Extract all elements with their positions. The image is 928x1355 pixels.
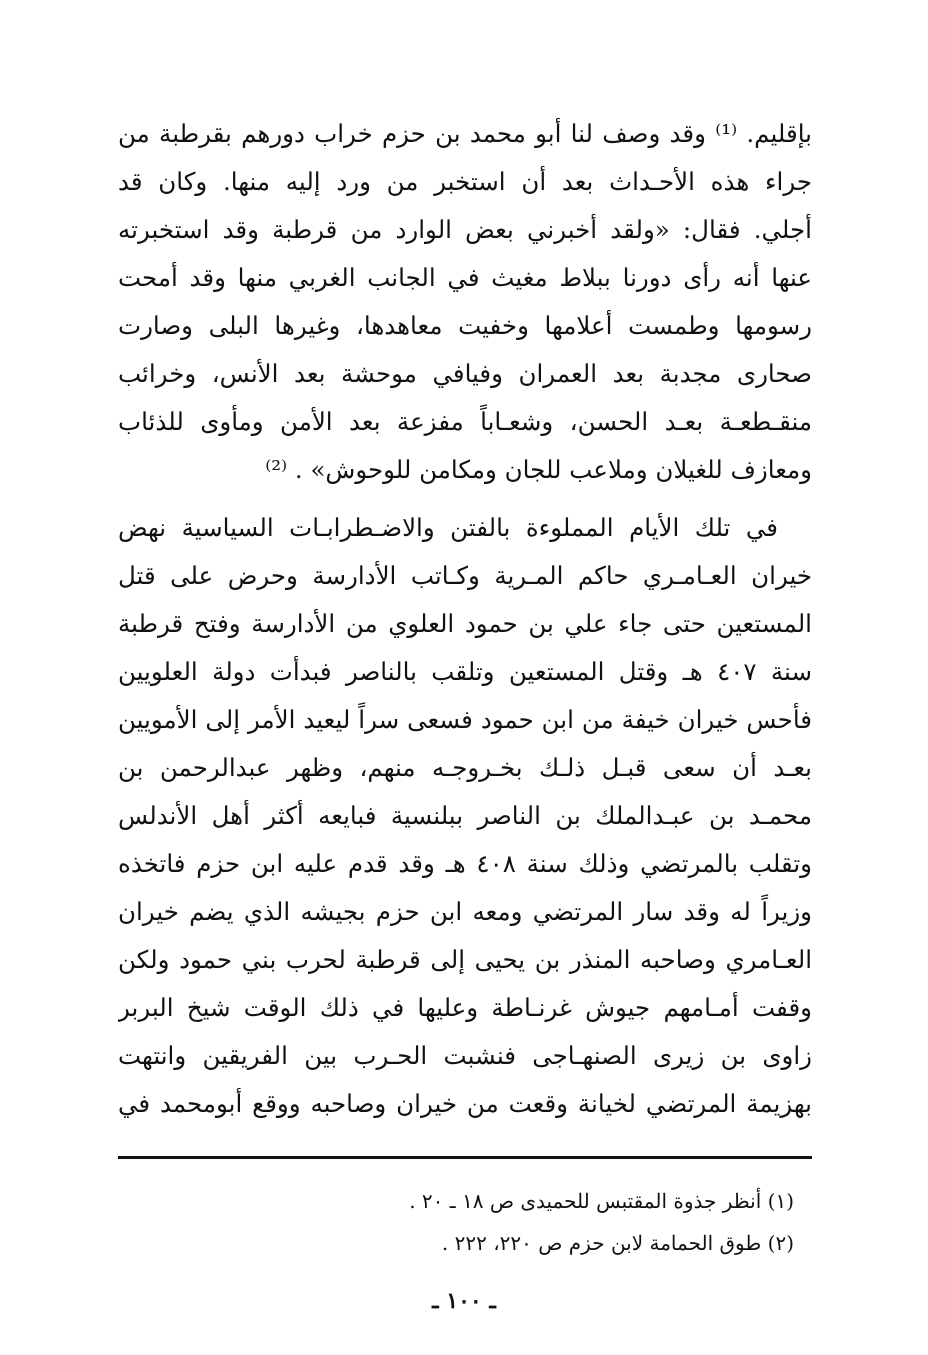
text-line: زاوى بن زيرى الصنهـاجى فنشبت الحـرب بين الفريقين وانتهت xyxy=(118,1041,812,1070)
paragraph-1 xyxy=(118,110,812,494)
text-line: وتقلب بالمرتضي وذلك سنة ٤٠٨ هـ وقد قدم عليه ابن حزم فاتخذه xyxy=(118,849,812,878)
footnote-1: (١) أنظر جذوة المقتبس للحميدى ص ١٨ ـ ٢٠ . xyxy=(409,1189,794,1213)
text-line: عنها أنه رأى دورنا ببلاط مغيث في الجانب الغربي منها وقد أمحت xyxy=(118,263,812,292)
text-line: بإقليم. ⁽¹⁾ وقد وصف لنا أبو محمد بن حزم خراب دورهم بقرطبة من xyxy=(118,119,812,148)
text-line: وزيراً له وقد سار المرتضي ومعه ابن حزم بجيشه الذي يضم خيران xyxy=(118,897,812,926)
text-line: أجلي. فقال: «ولقد أخبرني بعض الوارد من قرطبة وقد استخبرته xyxy=(118,215,812,244)
footnote-2: (٢) طوق الحمامة لابن حزم ص ٢٢٠، ٢٢٢ . xyxy=(441,1231,794,1255)
text-line: رسومها وطمست أعلامها وخفيت معاهدها، وغيرها البلى وصارت xyxy=(118,311,812,340)
text-line: بعـد أن سعى قبـل ذلـك بخـروجـه منهم، وظهر عبدالرحمن بن xyxy=(118,753,812,782)
text-line: صحارى مجدبة بعد العمران وفيافي موحشة بعد الأنس، وخرائب xyxy=(118,359,812,388)
text-line: وقفت أمـامهم جيوش غرنـاطة وعليها في ذلك الوقت شيخ البربر xyxy=(118,993,812,1022)
paragraph-gap xyxy=(118,494,812,504)
footnotes xyxy=(300,1180,794,1264)
text-line: في تلك الأيام المملوءة بالفتن والاضـطرابـات السياسية نهض xyxy=(118,513,778,542)
page-number: ـ ١٠٠ ـ xyxy=(432,1288,496,1314)
text-line: بهزيمة المرتضي لخيانة وقعت من خيران وصاحبه ووقع أبومحمد في xyxy=(118,1089,812,1118)
footnote-separator xyxy=(118,1156,812,1159)
text-line: ومعازف للغيلان وملاعب للجان ومكامن للوحوش» . ⁽²⁾ xyxy=(265,455,812,484)
text-line: المستعين حتى جاء علي بن حمود العلوي من الأدارسة وفتح قرطبة xyxy=(118,609,812,638)
paragraph-2 xyxy=(118,504,812,1128)
text-line: جراء هذه الأحـداث بعد أن استخبر من ورد إليه منها. وكان قد xyxy=(118,167,812,196)
text-line: منقـطعـة بعـد الحسن، وشعـاباً مفزعة بعد الأمن ومأوى للذئاب xyxy=(118,407,812,436)
body-text xyxy=(118,110,812,1128)
text-line: العـامري وصاحبه المنذر بن يحيى إلى قرطبة لحرب بني حمود ولكن xyxy=(118,945,812,974)
text-line: سنة ٤٠٧ هـ وقتل المستعين وتلقب بالناصر فبدأت دولة العلويين xyxy=(118,657,812,686)
text-line: فأحس خيران خيفة من ابن حمود فسعى سراً ليعيد الأمر إلى الأمويين xyxy=(118,705,812,734)
text-line: خيران العـامـري حاكم المـرية وكـاتب الأدارسة وحرض على قتل xyxy=(118,561,812,590)
text-line: محمـد بن عبـدالملك بن الناصر ببلنسية فبايعه أكثر أهل الأندلس xyxy=(118,801,812,830)
